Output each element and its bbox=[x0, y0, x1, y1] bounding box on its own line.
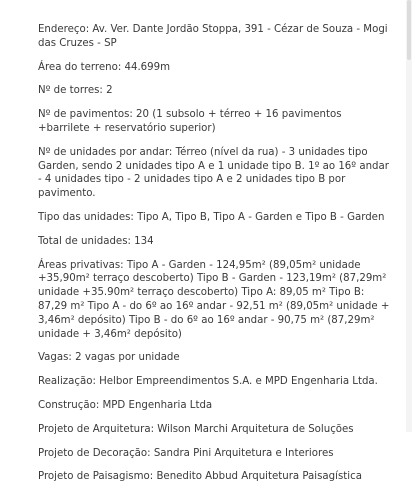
property-details bbox=[38, 23, 390, 494]
floors-count-text: Nº de pavimentos: 20 (1 subsolo + térreo + 16 pavimentos +barrilete + reservatório superior) bbox=[38, 109, 342, 134]
scrollbar-thumb[interactable] bbox=[407, 0, 411, 60]
units-per-floor-text: Nº de unidades por andar: Térreo (nível da rua) - 3 unidades tipo Garden, sendo 2 unidades tipo A e 1 unidade tipo B. 1º ao 16º andar - 4 unidades tipo - 2 unidades tipo A e 2 unidades tipo B por pavimento. bbox=[38, 146, 389, 200]
vertical-scrollbar[interactable] bbox=[406, 0, 412, 432]
developer-text: Realização: Helbor Empreendimentos S.A. e MPD Engenharia Ltda. bbox=[38, 376, 378, 388]
private-areas-text: Áreas privativas: Tipo A - Garden - 124,95m² (89,05m² unidade +35,90m² terraço descoberto) Tipo B - Garden - 123,19m² (87,29m² unidade +35.90m² terraço descoberto) Tipo A: 89,05 m² Tipo B: 87,29 m² Tipo A - do 6º ao 16º andar - 92,51 m² (89,05m² unidade + 3,46m² depósito) Tipo B - do 6º ao 16º andar - 90,75 m² (87,29m² unidade + 3,46m² depósito) bbox=[38, 259, 390, 340]
address-text: Endereço: Av. Ver. Dante Jordão Stoppa, 391 - Cézar de Souza - Mogi das Cruzes - SP bbox=[38, 24, 388, 49]
construction-text: Construção: MPD Engenharia Ltda bbox=[38, 399, 213, 411]
decoration-project-text: Projeto de Decoração: Sandra Pini Arquitetura e Interiores bbox=[38, 447, 334, 459]
landscaping-project-text: Projeto de Paisagismo: Benedito Abbud Arquitetura Paisagística bbox=[38, 471, 362, 483]
architecture-project-text: Projeto de Arquitetura: Wilson Marchi Arquitetura de Soluções bbox=[38, 423, 354, 435]
towers-count-text: Nº de torres: 2 bbox=[38, 85, 113, 97]
land-area-text: Área do terreno: 44.699m bbox=[38, 61, 171, 73]
parking-spaces-text: Vagas: 2 vagas por unidade bbox=[38, 352, 180, 364]
unit-types-text: Tipo das unidades: Tipo A, Tipo B, Tipo A - Garden e Tipo B - Garden bbox=[38, 211, 385, 223]
total-units-text: Total de unidades: 134 bbox=[38, 235, 154, 247]
